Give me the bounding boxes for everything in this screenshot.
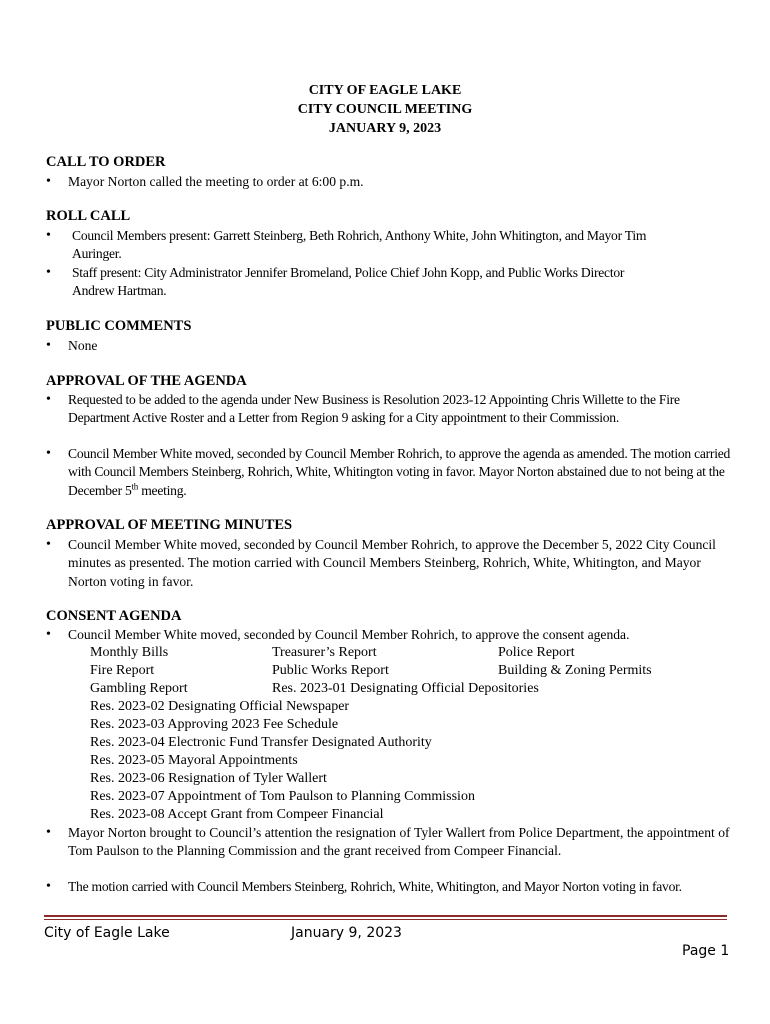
footer-rule-thin (44, 919, 727, 920)
roll-call-members-text: Council Members present: Garrett Steinberg, Beth Rohrich, Anthony White, John Whitington, and Mayor Tim Auringer. (72, 228, 647, 262)
bullet-marker: • (46, 627, 51, 642)
bullet-marker: • (46, 825, 51, 840)
consent-vote-text: The motion carried with Council Members Steinberg, Rohrich, White, Whitington, and Mayor Norton voting in favor. (68, 879, 682, 894)
footer-date: January 9, 2023 (291, 925, 402, 941)
consent-resolution: Res. 2023-07 Appointment of Tom Paulson to Planning Commission (90, 789, 475, 804)
bullet-marker: • (46, 446, 51, 461)
footer-city: City of Eagle Lake (44, 925, 170, 941)
consent-item: Treasurer’s Report (272, 645, 377, 660)
section-heading-roll-call: ROLL CALL (46, 208, 131, 224)
consent-item: Gambling Report (90, 681, 188, 696)
consent-motion-text: Council Member White moved, seconded by Council Member Rohrich, to approve the consent agenda. (68, 627, 630, 642)
footer-rule-thick (44, 915, 727, 917)
consent-item: Police Report (498, 645, 575, 660)
consent-item: Building & Zoning Permits (498, 663, 652, 678)
consent-resolution: Res. 2023-04 Electronic Fund Transfer Designated Authority (90, 735, 432, 750)
doc-title-meeting: CITY COUNCIL MEETING (297, 102, 473, 117)
agenda-addition-text: Requested to be added to the agenda under New Business is Resolution 2023-12 Appointing Chris Willette to the Fire Department Active Roster and a Letter from Region 9 asking for a City appointment to their Commission. (68, 392, 680, 426)
consent-resolution: Res. 2023-06 Resignation of Tyler Wallert (90, 771, 327, 786)
consent-item: Monthly Bills (90, 645, 169, 660)
public-comments-text: None (68, 338, 98, 353)
call-to-order-text: Mayor Norton called the meeting to order at 6:00 p.m. (68, 174, 364, 189)
bullet-marker: • (46, 174, 51, 189)
consent-resolution: Res. 2023-03 Approving 2023 Fee Schedule (90, 717, 339, 732)
section-heading-consent-agenda: CONSENT AGENDA (46, 608, 182, 624)
bullet-marker: • (46, 392, 51, 407)
consent-item: Fire Report (90, 663, 155, 678)
doc-title-date: JANUARY 9, 2023 (328, 121, 442, 136)
consent-item: Res. 2023-01 Designating Official Depositories (272, 681, 539, 696)
consent-note-text: Mayor Norton brought to Council’s attention the resignation of Tyler Wallert from Police Department, the appointment of Tom Paulson to the Planning Commission and the grant received from Compeer Financial. (68, 825, 730, 859)
bullet-marker: • (46, 879, 51, 894)
doc-title-city: CITY OF EAGLE LAKE (308, 83, 462, 98)
consent-item: Public Works Report (272, 663, 389, 678)
bullet-marker: • (46, 228, 51, 243)
consent-resolution: Res. 2023-05 Mayoral Appointments (90, 753, 298, 768)
bullet-marker: • (46, 265, 51, 280)
section-heading-public-comments: PUBLIC COMMENTS (46, 318, 192, 334)
consent-resolution: Res. 2023-08 Accept Grant from Compeer Financial (90, 807, 384, 822)
minutes-motion-text: Council Member White moved, seconded by Council Member Rohrich, to approve the December 5, 2022 City Council minutes as presented. The motion carried with Council Members Steinberg, Rohrich, White, Whitington, and Mayor Norton voting in favor. (68, 537, 716, 589)
section-heading-call-to-order: CALL TO ORDER (46, 154, 166, 170)
agenda-motion-text: Council Member White moved, seconded by Council Member Rohrich, to approve the agenda as amended. The motion carried with Council Members Steinberg, Rohrich, White, Whitington voting in favor. Mayor Norton abstained due to not being at the December 5th meeting. (68, 446, 731, 498)
roll-call-staff-text: Staff present: City Administrator Jennifer Bromeland, Police Chief John Kopp, and Public Works Director Andrew Hartman. (72, 265, 625, 299)
bullet-marker: • (46, 338, 51, 353)
bullet-marker: • (46, 537, 51, 552)
section-heading-approval-minutes: APPROVAL OF MEETING MINUTES (46, 517, 293, 533)
section-heading-approval-agenda: APPROVAL OF THE AGENDA (46, 373, 247, 389)
footer-page-number: Page 1 (682, 943, 730, 959)
consent-resolution: Res. 2023-02 Designating Official Newspaper (90, 699, 350, 714)
